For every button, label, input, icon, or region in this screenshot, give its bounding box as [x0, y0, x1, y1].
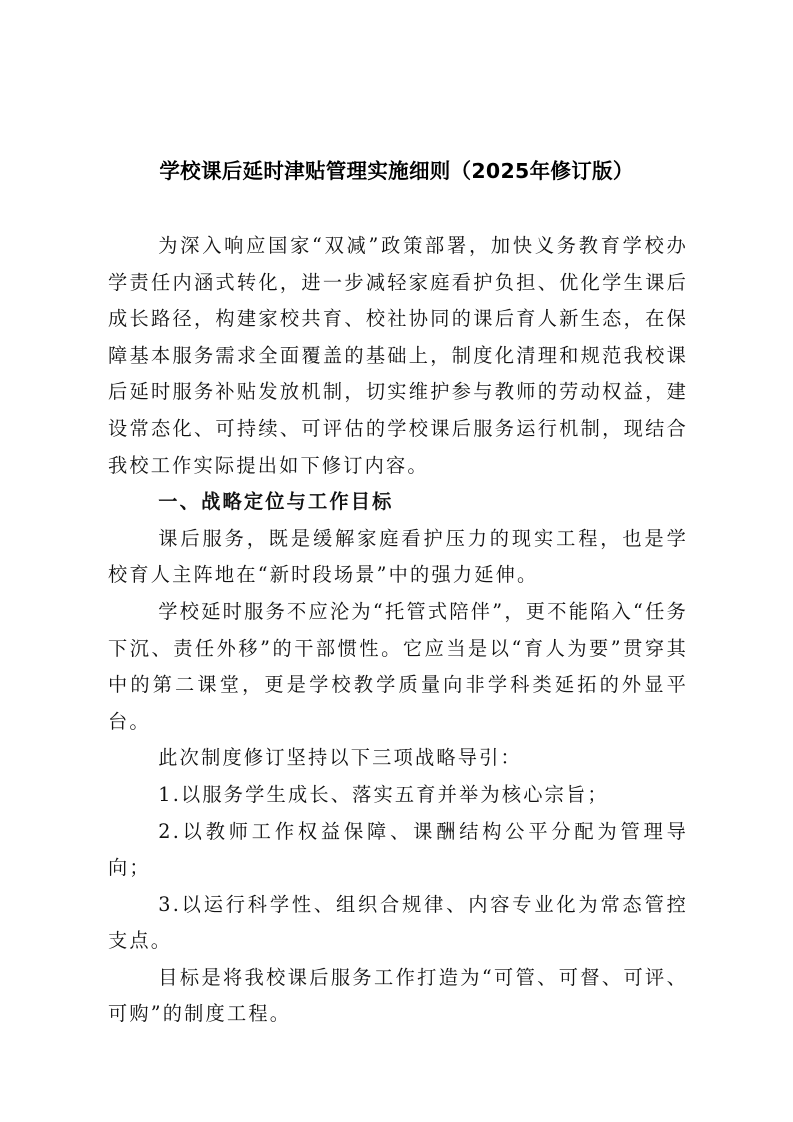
- body-paragraph: 目标是将我校课后服务工作打造为“可管、可督、可评、可购”的制度工程。: [108, 965, 688, 1026]
- list-item: 2.以教师工作权益保障、课酬结构公平分配为管理导向；: [108, 819, 688, 880]
- list-item: 3.以运行科学性、组织合规律、内容专业化为常态管控支点。: [108, 892, 688, 953]
- section-heading-strategic-positioning: 一、战略定位与工作目标: [158, 490, 394, 514]
- intro-paragraph: 为深入响应国家“双减”政策部署，加快义务教育学校办学责任内涵式转化，进一步减轻家庭看护负担、优化学生课后成长路径，构建家校共育、校社协同的课后育人新生态，在保障基本服务需求全面覆盖的基础上，制度化清理和规范我校课后延时服务补贴发放机制，切实维护参与教师的劳动权益，建设常态化、可持续、可评估的学校课后服务运行机制，现结合我校工作实际提出如下修订内容。: [108, 234, 688, 477]
- body-paragraph: 此次制度修订坚持以下三项战略导引：: [158, 746, 522, 770]
- body-paragraph: 课后服务，既是缓解家庭看护压力的现实工程，也是学校育人主阵地在“新时段场景”中的强力延伸。: [108, 526, 688, 587]
- document-title: 学校课后延时津贴管理实施细则（2025年修订版）: [159, 159, 634, 183]
- body-paragraph: 学校延时服务不应沦为“托管式陪伴”，更不能陷入“任务下沉、责任外移”的干部惯性。它应当是以“育人为要”贯穿其中的第二课堂，更是学校教学质量向非学科类延拓的外显平台。: [108, 599, 688, 733]
- list-item: 1.以服务学生成长、落实五育并举为核心宗旨；: [158, 782, 609, 806]
- document-body: [108, 228, 688, 1033]
